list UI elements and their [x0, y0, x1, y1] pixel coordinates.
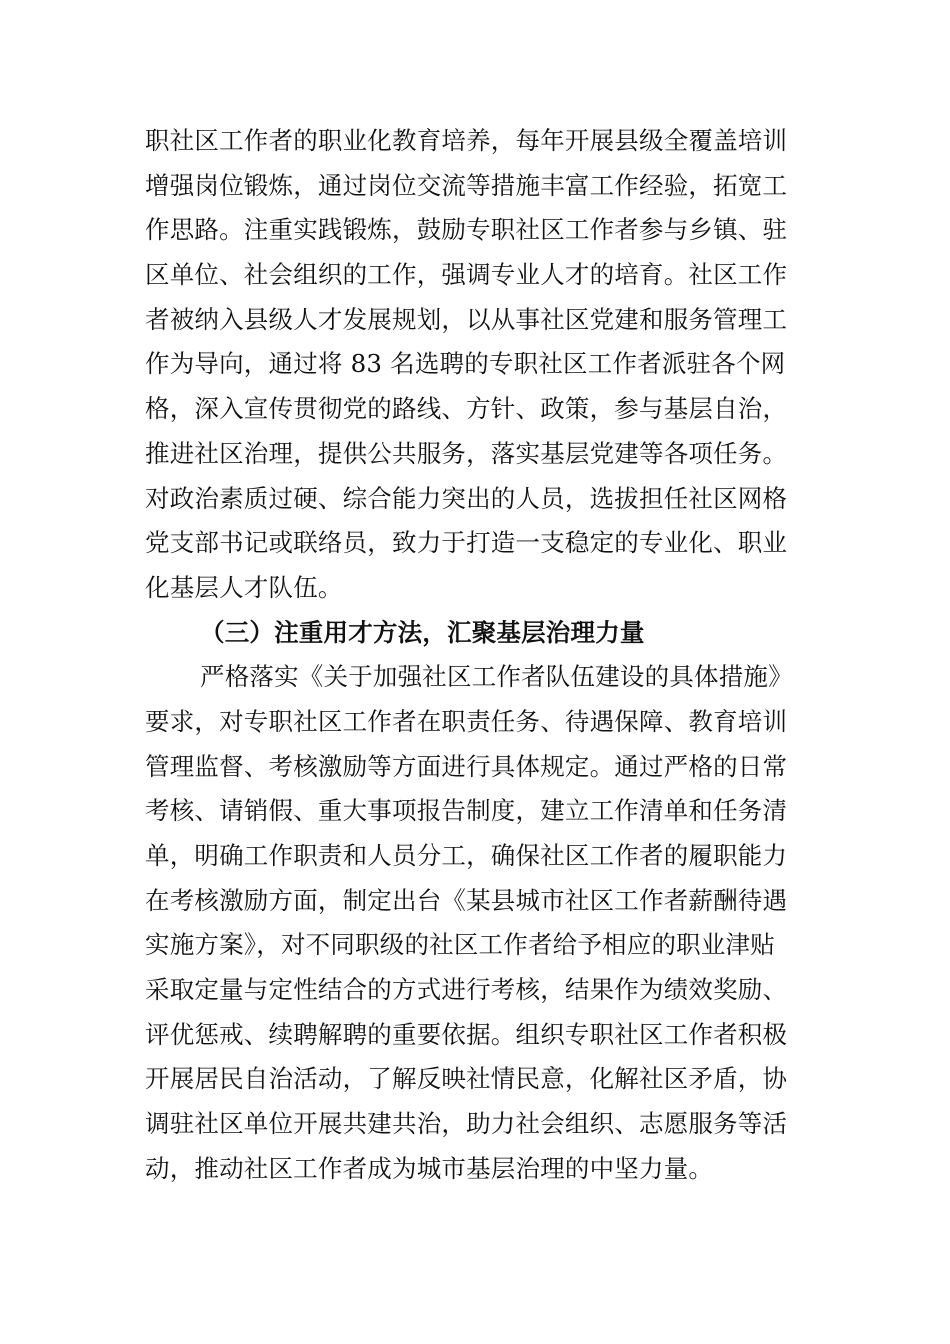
body-line: 增强岗位锻炼，通过岗位交流等措施丰富工作经验，拓宽工	[145, 170, 788, 200]
body-line: 实施方案》，对不同职级的社区工作者给予相应的职业津贴	[145, 930, 775, 960]
body-line: 职社区工作者的职业化教育培养，每年开展县级全覆盖培训	[145, 126, 788, 155]
body-line: 作思路。注重实践锻炼，鼓励专职社区工作者参与乡镇、驻	[145, 215, 788, 245]
body-line: 作为导向，通过将 83 名选聘的专职社区工作者派驻各个网	[145, 349, 786, 379]
section-heading: （三）注重用才方法，汇聚基层治理力量	[200, 617, 645, 647]
body-line: 对政治素质过硬、综合能力突出的人员，选拔担任社区网格	[145, 483, 788, 513]
paragraph-first-line: 严格落实《关于加强社区工作者队伍建设的具体措施》	[200, 662, 793, 692]
body-line: 评优惩戒、续聘解聘的重要依据。组织专职社区工作者积极	[145, 1019, 788, 1049]
body-line: 单，明确工作职责和人员分工，确保社区工作者的履职能力	[145, 841, 788, 870]
body-line: 管理监督、考核激励等方面进行具体规定。通过严格的日常	[145, 751, 788, 781]
body-line: 开展居民自治活动，了解反映社情民意，化解社区矛盾，协	[145, 1064, 788, 1094]
body-line: 动，推动社区工作者成为城市基层治理的中坚力量。	[145, 1153, 714, 1183]
body-line: 格，深入宣传贯彻党的路线、方针、政策，参与基层自治，	[145, 394, 788, 424]
body-line: 在考核激励方面，制定出台《某县城市社区工作者薪酬待遇	[145, 885, 788, 915]
body-line: 调驻社区单位开展共建共治，助力社会组织、志愿服务等活	[145, 1109, 788, 1139]
body-line: 推进社区治理，提供公共服务，落实基层党建等各项任务。	[145, 438, 788, 468]
body-line: 区单位、社会组织的工作，强调专业人才的培育。社区工作	[145, 260, 788, 290]
body-line: 党支部书记或联络员，致力于打造一支稳定的专业化、职业	[145, 528, 788, 558]
body-line: 化基层人才队伍。	[145, 572, 343, 602]
body-line: 要求，对专职社区工作者在职责任务、待遇保障、教育培训	[145, 706, 788, 736]
body-line: 采取定量与定性结合的方式进行考核，结果作为绩效奖励、	[145, 975, 788, 1005]
document-body	[145, 119, 810, 1192]
body-line: 考核、请销假、重大事项报告制度，建立工作清单和任务清	[145, 796, 788, 826]
body-line: 者被纳入县级人才发展规划，以从事社区党建和服务管理工	[145, 304, 788, 334]
